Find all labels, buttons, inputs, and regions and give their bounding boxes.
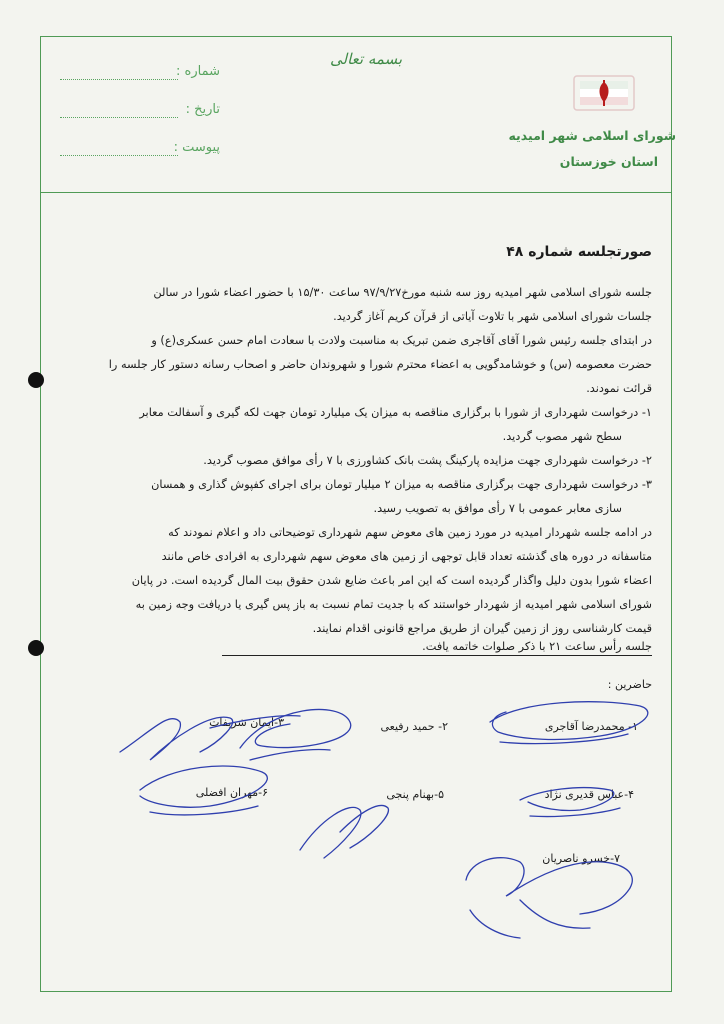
date-dotted-line <box>60 117 178 118</box>
attachment-label: پیوست : <box>173 140 220 155</box>
body-line: جلسه شورای اسلامی شهر امیدیه روز سه شنبه مورخ۹۷/۹/۲۷ ساعت ۱۵/۳۰ با حضور اعضاء شورا در سالن <box>153 286 652 299</box>
closing-underline <box>222 655 652 656</box>
org-province: استان خوزستان <box>559 154 658 169</box>
agenda-item-1-cont: سطح شهر مصوب گردید. <box>502 430 622 443</box>
bismillah: بسمه تعالی <box>330 50 403 68</box>
body-line: اعضاء شورا بدون دلیل واگذار گردیده است که این امر باعث ضایع شدن حقوق بیت المال گردیده است. در پایان <box>131 574 652 587</box>
org-name: شورای اسلامی شهر امیدیه <box>508 128 676 143</box>
body-line: قیمت کارشناسی روز از زمین گیران از طریق مراجع قانونی اقدام نمایند. <box>312 622 652 635</box>
punch-hole-top <box>28 372 44 388</box>
attendee-4: ۴-عباس قدیری نژاد <box>544 788 634 801</box>
body-line: شورای اسلامی شهر امیدیه از شهردار خواستند که با جدیت تمام نسبت به باز پس گیری یا دریافت وجه زمین به <box>135 598 652 611</box>
number-dotted-line <box>60 79 178 80</box>
body-line: جلسات شورای اسلامی شهر با تلاوت آیاتی از قرآن کریم آغاز گردید. <box>333 310 652 323</box>
iran-emblem-icon <box>572 70 636 116</box>
body-line: حضرت معصومه (س) و خوشامدگویی به اعضاء محترم شورا و شهروندان حاضر و اصحاب رسانه دستور کار جلسه را <box>108 358 652 371</box>
body-line: متاسفانه در دوره های گذشته تعداد قابل توجهی از زمین های معوض سهم شهرداری به افرادی خاص مانند <box>161 550 652 563</box>
number-label: شماره : <box>176 64 220 79</box>
punch-hole-bottom <box>28 640 44 656</box>
attendee-1: ۱- محمدرضا آقاجری <box>544 720 638 733</box>
attendees-label: حاضرین : <box>607 678 652 691</box>
closing-line: جلسه رأس ساعت ۲۱ با ذکر صلوات خاتمه یافت. <box>422 640 652 653</box>
attendee-3: ۳-ایمان شریفات <box>209 716 284 729</box>
attendee-6: ۶-مهران افضلی <box>195 786 268 799</box>
date-label: تاریخ : <box>185 102 220 117</box>
document-title: صورتجلسه شماره ۴۸ <box>506 244 652 260</box>
agenda-item-1: ۱- درخواست شهرداری از شورا با برگزاری مناقصه به میزان یک میلیارد تومان جهت لکه گیری و آسفالت معابر <box>139 406 652 419</box>
attendee-5: ۵-بهنام پنجی <box>386 788 444 801</box>
attachment-field <box>60 140 220 160</box>
attendee-7: ۷-خسرو ناصریان <box>542 852 620 865</box>
body-line: قرائت نمودند. <box>586 382 652 395</box>
agenda-item-3: ۳- درخواست شهرداری جهت برگزاری مناقصه به میزان ۲ میلیار تومان برای اجرای کفپوش گذاری و همسان <box>151 478 652 491</box>
attendee-2: ۲- حمید رفیعی <box>380 720 448 733</box>
header-divider <box>40 192 672 193</box>
attachment-dotted-line <box>60 155 178 156</box>
body-line: در ادامه جلسه شهردار امیدیه در مورد زمین های معوض سهم شهرداری توضیحاتی داد و اعلام نمودند که <box>168 526 652 539</box>
number-field <box>60 64 220 84</box>
agenda-item-2: ۲- درخواست شهرداری جهت مزایده پارکینگ پشت بانک کشاورزی با ۷ رأی موافق مصوب گردید. <box>203 454 652 467</box>
date-field <box>60 102 220 122</box>
body-line: در ابتدای جلسه رئیس شورا آقای آقاجری ضمن تبریک به مناسبت ولادت با سعادت امام حسن عسکری(ع) و <box>151 334 652 347</box>
agenda-item-3-cont: سازی معابر عمومی با ۷ رأی موافق به تصویب رسید. <box>373 502 622 515</box>
